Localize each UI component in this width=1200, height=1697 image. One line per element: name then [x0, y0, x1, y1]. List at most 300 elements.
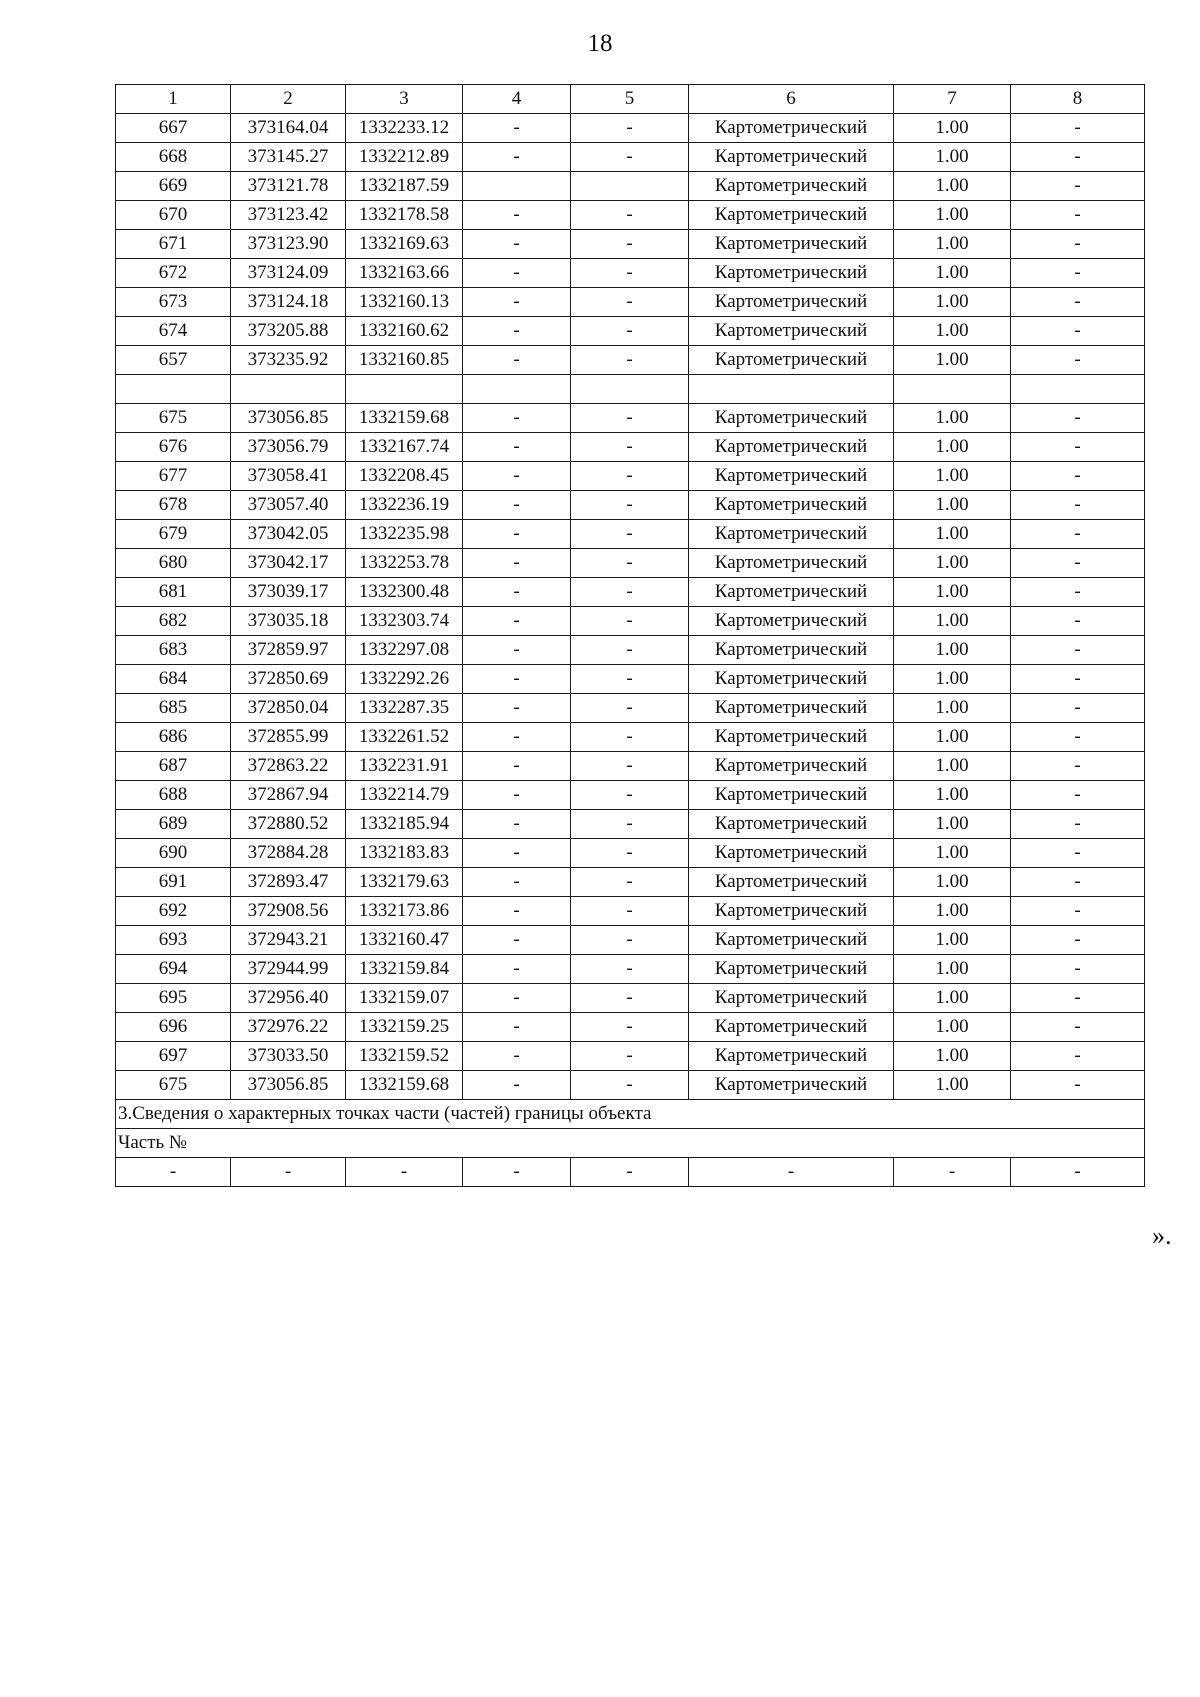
table-cell: 1332303.74: [346, 607, 463, 636]
table-row: [116, 752, 1145, 781]
table-cell: -: [463, 839, 571, 868]
table-row: [116, 520, 1145, 549]
table-cell: -: [571, 143, 689, 172]
table-cell: 1.00: [894, 636, 1011, 665]
table-cell: 1.00: [894, 433, 1011, 462]
table-cell: 1332297.08: [346, 636, 463, 665]
table-cell: Картометрический: [689, 839, 894, 868]
table-cell: Картометрический: [689, 1042, 894, 1071]
table-cell: -: [1011, 868, 1145, 897]
table-cell: -: [1011, 462, 1145, 491]
table-cell: Картометрический: [689, 433, 894, 462]
table-cell: -: [1011, 839, 1145, 868]
table-cell: Картометрический: [689, 317, 894, 346]
table-cell: -: [571, 897, 689, 926]
table-row: [116, 955, 1145, 984]
table-row: [116, 665, 1145, 694]
table-cell: 685: [116, 694, 231, 723]
table-cell: -: [571, 433, 689, 462]
table-cell: 1.00: [894, 404, 1011, 433]
table-cell: -: [463, 955, 571, 984]
column-header: 4: [463, 85, 571, 114]
table-row: [116, 288, 1145, 317]
table-cell: 1.00: [894, 926, 1011, 955]
table-row: [116, 1042, 1145, 1071]
table-cell: 1.00: [894, 723, 1011, 752]
table-cell: -: [463, 317, 571, 346]
table-cell: 673: [116, 288, 231, 317]
table-cell: Картометрический: [689, 491, 894, 520]
table-cell: 1332179.63: [346, 868, 463, 897]
table-cell: -: [571, 462, 689, 491]
table-cell: -: [463, 143, 571, 172]
table-cell: -: [1011, 288, 1145, 317]
table-cell: 372956.40: [231, 984, 346, 1013]
table-cell: -: [1011, 636, 1145, 665]
table-cell: -: [1011, 665, 1145, 694]
table-cell: Картометрический: [689, 578, 894, 607]
table-cell: -: [571, 781, 689, 810]
table-cell: 1332160.13: [346, 288, 463, 317]
table-cell: 1332173.86: [346, 897, 463, 926]
table-row: [116, 491, 1145, 520]
table-cell: 1.00: [894, 520, 1011, 549]
column-header: 3: [346, 85, 463, 114]
table-cell: -: [571, 665, 689, 694]
table-cell: 684: [116, 665, 231, 694]
table-cell: 372944.99: [231, 955, 346, 984]
table-cell: 1.00: [894, 955, 1011, 984]
table-cell: -: [571, 723, 689, 752]
table-cell: 373042.05: [231, 520, 346, 549]
table-cell: 1332185.94: [346, 810, 463, 839]
table-cell: 1.00: [894, 781, 1011, 810]
table-cell: -: [571, 810, 689, 839]
table-cell: -: [571, 607, 689, 636]
table-cell: 1.00: [894, 578, 1011, 607]
table-cell: 1332167.74: [346, 433, 463, 462]
table-row: [116, 1013, 1145, 1042]
table-cell: 697: [116, 1042, 231, 1071]
column-header: 7: [894, 85, 1011, 114]
table-cell: -: [463, 230, 571, 259]
table-cell: -: [1011, 433, 1145, 462]
table-cell: -: [463, 752, 571, 781]
part-values-row: [116, 1158, 1145, 1187]
table-cell: -: [1011, 491, 1145, 520]
table-cell: 373056.79: [231, 433, 346, 462]
table-row: [116, 201, 1145, 230]
table-cell: 1332159.68: [346, 1071, 463, 1100]
table-cell: Картометрический: [689, 346, 894, 375]
table-row: [116, 607, 1145, 636]
table-row: [116, 897, 1145, 926]
table-cell: -: [1011, 723, 1145, 752]
table-cell: Картометрический: [689, 143, 894, 172]
table-cell: -: [463, 1042, 571, 1071]
table-cell: -: [571, 578, 689, 607]
table-row: [116, 143, 1145, 172]
table-cell: 1.00: [894, 984, 1011, 1013]
table-cell: -: [463, 810, 571, 839]
table-row: [116, 230, 1145, 259]
coordinates-table-wrapper: [115, 84, 1145, 1187]
table-cell: -: [1011, 549, 1145, 578]
table-cell: -: [116, 1158, 231, 1187]
table-cell: Картометрический: [689, 868, 894, 897]
table-cell: -: [571, 114, 689, 143]
table-cell: Картометрический: [689, 520, 894, 549]
table-cell: 372943.21: [231, 926, 346, 955]
table-cell: Картометрический: [689, 114, 894, 143]
table-cell: -: [463, 201, 571, 230]
table-row: [116, 172, 1145, 201]
table-cell: Картометрический: [689, 230, 894, 259]
table-cell: 676: [116, 433, 231, 462]
table-cell: -: [463, 549, 571, 578]
table-cell: 372850.04: [231, 694, 346, 723]
table-cell: 691: [116, 868, 231, 897]
table-row: [116, 984, 1145, 1013]
table-cell: -: [463, 1071, 571, 1100]
table-cell: -: [571, 868, 689, 897]
table-cell: [689, 375, 894, 404]
table-cell: -: [1011, 694, 1145, 723]
table-cell: [346, 375, 463, 404]
table-cell: Картометрический: [689, 781, 894, 810]
table-cell: -: [1011, 404, 1145, 433]
table-cell: 373124.18: [231, 288, 346, 317]
table-cell: 681: [116, 578, 231, 607]
table-cell: 373033.50: [231, 1042, 346, 1071]
table-cell: -: [1011, 578, 1145, 607]
table-cell: 675: [116, 1071, 231, 1100]
table-cell: -: [1011, 1158, 1145, 1187]
table-cell: 1.00: [894, 549, 1011, 578]
table-cell: 696: [116, 1013, 231, 1042]
table-cell: [894, 375, 1011, 404]
table-cell: -: [1011, 897, 1145, 926]
table-cell: -: [571, 984, 689, 1013]
table-cell: 372867.94: [231, 781, 346, 810]
table-row: [116, 694, 1145, 723]
table-cell: -: [1011, 607, 1145, 636]
table-cell: 1332159.07: [346, 984, 463, 1013]
table-cell: 688: [116, 781, 231, 810]
table-cell: Картометрический: [689, 288, 894, 317]
table-cell: 671: [116, 230, 231, 259]
table-cell: 674: [116, 317, 231, 346]
table-cell: 373056.85: [231, 1071, 346, 1100]
table-row: [116, 375, 1145, 404]
table-cell: 680: [116, 549, 231, 578]
table-cell: Картометрический: [689, 607, 894, 636]
table-cell: 1332287.35: [346, 694, 463, 723]
table-cell: -: [689, 1158, 894, 1187]
table-cell: 373164.04: [231, 114, 346, 143]
column-header: 8: [1011, 85, 1145, 114]
table-cell: -: [463, 868, 571, 897]
table-cell: 372863.22: [231, 752, 346, 781]
table-row: [116, 636, 1145, 665]
table-cell: 1.00: [894, 752, 1011, 781]
section-title-row: [116, 1100, 1145, 1129]
table-cell: 372908.56: [231, 897, 346, 926]
table-cell: 1332169.63: [346, 230, 463, 259]
table-row: [116, 926, 1145, 955]
table-cell: 682: [116, 607, 231, 636]
table-cell: Картометрический: [689, 259, 894, 288]
table-cell: 679: [116, 520, 231, 549]
table-cell: -: [571, 317, 689, 346]
table-cell: -: [463, 636, 571, 665]
table-cell: -: [571, 694, 689, 723]
table-cell: 667: [116, 114, 231, 143]
table-cell: 1.00: [894, 346, 1011, 375]
table-cell: 1.00: [894, 317, 1011, 346]
table-cell: 373235.92: [231, 346, 346, 375]
table-cell: Картометрический: [689, 462, 894, 491]
table-cell: -: [571, 201, 689, 230]
table-row: [116, 549, 1145, 578]
table-row: [116, 317, 1145, 346]
table-cell: -: [346, 1158, 463, 1187]
table-cell: -: [1011, 172, 1145, 201]
table-cell: -: [571, 955, 689, 984]
table-cell: -: [463, 462, 571, 491]
table-cell: -: [1011, 143, 1145, 172]
table-cell: 1.00: [894, 288, 1011, 317]
table-row: [116, 1071, 1145, 1100]
table-cell: 1.00: [894, 810, 1011, 839]
table-cell: -: [463, 114, 571, 143]
table-row: [116, 404, 1145, 433]
table-cell: -: [571, 1042, 689, 1071]
table-cell: Картометрический: [689, 694, 894, 723]
table-cell: -: [571, 288, 689, 317]
table-cell: Картометрический: [689, 1013, 894, 1042]
table-cell: 1.00: [894, 1013, 1011, 1042]
table-cell: -: [463, 1013, 571, 1042]
table-cell: 695: [116, 984, 231, 1013]
table-cell: 1.00: [894, 114, 1011, 143]
table-cell: 372880.52: [231, 810, 346, 839]
table-cell: 1332183.83: [346, 839, 463, 868]
table-cell: [571, 375, 689, 404]
table-cell: 687: [116, 752, 231, 781]
table-cell: 373035.18: [231, 607, 346, 636]
table-cell: 678: [116, 491, 231, 520]
table-cell: 1332187.59: [346, 172, 463, 201]
table-row: [116, 868, 1145, 897]
table-cell: 1332236.19: [346, 491, 463, 520]
table-cell: 677: [116, 462, 231, 491]
table-cell: -: [463, 607, 571, 636]
table-row: [116, 462, 1145, 491]
table-row: [116, 723, 1145, 752]
table-cell: 1332159.84: [346, 955, 463, 984]
part-label: Часть №: [116, 1129, 1145, 1158]
table-cell: 1332159.68: [346, 404, 463, 433]
table-cell: 683: [116, 636, 231, 665]
table-cell: 1332253.78: [346, 549, 463, 578]
table-cell: 372855.99: [231, 723, 346, 752]
column-header: 5: [571, 85, 689, 114]
table-cell: -: [463, 694, 571, 723]
table-cell: -: [571, 1158, 689, 1187]
table-row: [116, 810, 1145, 839]
table-cell: 1332261.52: [346, 723, 463, 752]
table-cell: 1332159.25: [346, 1013, 463, 1042]
table-cell: -: [463, 346, 571, 375]
table-cell: -: [231, 1158, 346, 1187]
table-cell: -: [463, 897, 571, 926]
table-cell: Картометрический: [689, 723, 894, 752]
table-cell: [116, 375, 231, 404]
table-cell: 1332300.48: [346, 578, 463, 607]
table-cell: -: [1011, 752, 1145, 781]
table-cell: [463, 172, 571, 201]
table-row: [116, 346, 1145, 375]
table-cell: Картометрический: [689, 404, 894, 433]
table-cell: 690: [116, 839, 231, 868]
table-cell: 1.00: [894, 462, 1011, 491]
table-cell: -: [1011, 984, 1145, 1013]
table-cell: 1.00: [894, 172, 1011, 201]
table-cell: -: [1011, 1013, 1145, 1042]
table-cell: -: [571, 752, 689, 781]
table-cell: 1.00: [894, 868, 1011, 897]
table-cell: 373121.78: [231, 172, 346, 201]
table-body: [116, 114, 1145, 1100]
table-cell: -: [571, 1071, 689, 1100]
table-cell: 669: [116, 172, 231, 201]
table-cell: Картометрический: [689, 636, 894, 665]
closing-quote-mark: ».: [1152, 1221, 1172, 1250]
column-number-row: [116, 85, 1145, 114]
table-cell: -: [1011, 810, 1145, 839]
table-cell: 1.00: [894, 1042, 1011, 1071]
table-cell: -: [463, 520, 571, 549]
table-cell: -: [1011, 346, 1145, 375]
table-cell: -: [1011, 926, 1145, 955]
table-cell: 373123.42: [231, 201, 346, 230]
table-cell: 1.00: [894, 230, 1011, 259]
table-cell: 657: [116, 346, 231, 375]
table-cell: -: [1011, 1042, 1145, 1071]
table-cell: [463, 375, 571, 404]
column-header: 6: [689, 85, 894, 114]
table-cell: -: [571, 636, 689, 665]
table-cell: Картометрический: [689, 665, 894, 694]
table-cell: -: [571, 520, 689, 549]
table-cell: -: [1011, 1071, 1145, 1100]
table-cell: -: [1011, 955, 1145, 984]
table-cell: 373124.09: [231, 259, 346, 288]
table-cell: [571, 172, 689, 201]
table-cell: 1332159.52: [346, 1042, 463, 1071]
page-number: 18: [587, 30, 613, 57]
table-cell: 692: [116, 897, 231, 926]
table-cell: 1.00: [894, 607, 1011, 636]
table-cell: 694: [116, 955, 231, 984]
table-cell: 1332292.26: [346, 665, 463, 694]
table-cell: 373145.27: [231, 143, 346, 172]
table-row: [116, 839, 1145, 868]
table-cell: -: [894, 1158, 1011, 1187]
table-cell: -: [1011, 317, 1145, 346]
table-cell: -: [463, 491, 571, 520]
table-cell: -: [571, 491, 689, 520]
table-cell: -: [571, 259, 689, 288]
table-cell: 672: [116, 259, 231, 288]
table-cell: 1.00: [894, 897, 1011, 926]
table-row: [116, 433, 1145, 462]
table-cell: 1332178.58: [346, 201, 463, 230]
table-cell: -: [1011, 520, 1145, 549]
table-cell: 373039.17: [231, 578, 346, 607]
table-cell: [1011, 375, 1145, 404]
table-cell: Картометрический: [689, 984, 894, 1013]
table-cell: 1.00: [894, 259, 1011, 288]
table-row: [116, 781, 1145, 810]
table-row: [116, 259, 1145, 288]
table-cell: 670: [116, 201, 231, 230]
part-label-row: [116, 1129, 1145, 1158]
table-cell: -: [463, 984, 571, 1013]
table-cell: 373042.17: [231, 549, 346, 578]
table-cell: -: [1011, 230, 1145, 259]
table-cell: 373057.40: [231, 491, 346, 520]
table-cell: -: [463, 926, 571, 955]
column-header: 2: [231, 85, 346, 114]
table-cell: -: [463, 781, 571, 810]
table-cell: 689: [116, 810, 231, 839]
table-cell: 1332208.45: [346, 462, 463, 491]
table-row: [116, 114, 1145, 143]
table-cell: -: [1011, 114, 1145, 143]
table-cell: 373123.90: [231, 230, 346, 259]
table-cell: -: [463, 433, 571, 462]
table-cell: 686: [116, 723, 231, 752]
table-cell: -: [571, 1013, 689, 1042]
table-cell: 1332163.66: [346, 259, 463, 288]
table-cell: 1332160.47: [346, 926, 463, 955]
table-cell: -: [571, 230, 689, 259]
table-cell: 372850.69: [231, 665, 346, 694]
table-cell: -: [463, 723, 571, 752]
table-cell: Картометрический: [689, 897, 894, 926]
table-cell: 372859.97: [231, 636, 346, 665]
table-cell: -: [463, 578, 571, 607]
table-cell: 1332231.91: [346, 752, 463, 781]
table-cell: -: [1011, 201, 1145, 230]
table-cell: 373056.85: [231, 404, 346, 433]
table-cell: Картометрический: [689, 752, 894, 781]
table-cell: 373205.88: [231, 317, 346, 346]
table-cell: 1.00: [894, 143, 1011, 172]
table-cell: -: [571, 346, 689, 375]
table-cell: 1332160.62: [346, 317, 463, 346]
table-cell: -: [463, 259, 571, 288]
table-cell: 1332160.85: [346, 346, 463, 375]
table-cell: 668: [116, 143, 231, 172]
table-cell: 1.00: [894, 1071, 1011, 1100]
table-cell: Картометрический: [689, 1071, 894, 1100]
table-cell: 1332212.89: [346, 143, 463, 172]
table-cell: 1.00: [894, 491, 1011, 520]
section-title: 3.Сведения о характерных точках части (частей) границы объекта: [116, 1100, 1145, 1129]
